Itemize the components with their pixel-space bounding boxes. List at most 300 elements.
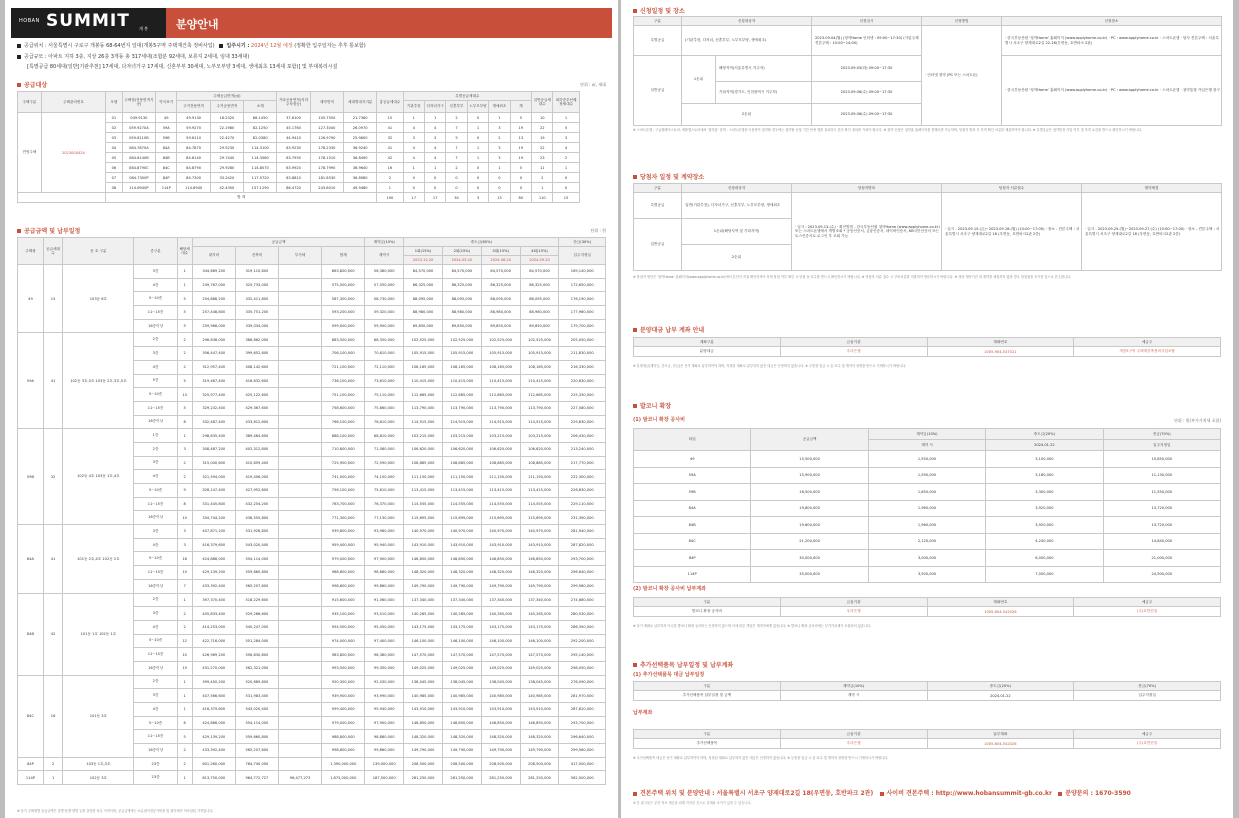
table-cell: 531,983,400 (235, 689, 278, 703)
table-cell: 13,720,000 (1103, 500, 1220, 517)
table-cell: 29.7440 (210, 153, 243, 163)
table-cell: 02 (106, 123, 123, 133)
price-table (17, 237, 606, 785)
table-cell: 299,580,000 (559, 744, 606, 758)
table-cell: 1 (177, 703, 192, 717)
table-cell: 2 (177, 360, 192, 374)
table-cell: 18.2320 (210, 113, 243, 123)
table-cell: 4층 (134, 703, 177, 717)
table-cell: 입주지정일 (1074, 691, 1221, 701)
table-cell: 10 (177, 511, 192, 525)
table-cell: 2 (446, 163, 467, 173)
balcony-table (633, 428, 1221, 583)
table-cell: 59.6110 (177, 133, 210, 143)
table-cell: 2023.09.06(수) 09:00~17:30 (812, 82, 922, 104)
table-cell: 226,830,000 (559, 484, 606, 498)
table-cell: 915,600,000 (322, 593, 365, 607)
table-cell: 110,415,000 (520, 374, 559, 388)
count-cell: 2 (43, 757, 62, 771)
table-cell: · 일시 - 2023.09.15.(금)~2023.09.18.(월) (10:00~17:00) · 장소 - 견본주택 : 서울특별시 서초구 양재대로2길 18 (우면동, 호반파크2관 2층) (942, 193, 1082, 271)
table-cell: 35,000,000 (751, 566, 868, 583)
table-cell: (주)호반건설 (1074, 607, 1221, 617)
table-cell: 4,240,000 (986, 533, 1103, 550)
table-cell: 4 (424, 143, 445, 153)
table-cell: 105.7550 (310, 113, 343, 123)
table-cell: 149,025,000 (481, 661, 520, 675)
table-cell: 4 (553, 143, 579, 153)
table-cell: 2층 (134, 333, 177, 347)
header-cell: 기관추천 (403, 101, 424, 113)
table-cell: 1 (177, 675, 192, 689)
table-cell: 106,620,000 (404, 442, 443, 456)
table-cell: 0 (446, 183, 467, 193)
table-cell: 11,130,000 (1103, 467, 1220, 484)
table-cell: 114,915,000 (442, 415, 481, 429)
table-cell: 112,665,000 (481, 388, 520, 402)
table-cell: 225,330,000 (559, 388, 606, 402)
header-cell: 동 호 구분 (63, 238, 134, 265)
table-cell: 113,415,000 (520, 484, 559, 498)
table-cell: 149,025,000 (520, 661, 559, 675)
table-cell (279, 634, 322, 648)
table-cell: 5 (177, 292, 192, 306)
table-cell: 5 (553, 123, 579, 133)
table-cell: 16층이상 (134, 511, 177, 525)
table-cell: 110 (532, 193, 553, 203)
table-cell: 108,885,000 (481, 456, 520, 470)
table-cell: 114P (634, 566, 751, 583)
table-cell: 298,050,000 (559, 661, 606, 675)
table-cell: 89,850,000 (481, 319, 520, 333)
dong-cell: 103동 1호,3호 (63, 757, 134, 771)
table-cell: 4 (403, 153, 424, 163)
dong-cell: 101동 3호 (63, 675, 134, 757)
table-cell: 5~10층 (134, 388, 177, 402)
dong-cell: 101동 2호,4호 102동 2호 (63, 525, 134, 593)
table-cell: 140,970,000 (520, 525, 559, 539)
table-cell: 84C (634, 533, 751, 550)
table-cell: 954,500,000 (322, 620, 365, 634)
bullet-icon (17, 55, 21, 59)
table-cell: 97,900,000 (365, 716, 404, 730)
table-cell: 1005-904-537021 (927, 347, 1074, 357)
table-cell: 138,045,000 (404, 675, 443, 689)
table-cell: 23 (532, 153, 553, 163)
table-cell: 1층 (134, 429, 177, 443)
table-cell: 114P (156, 183, 177, 193)
table-cell: 147,570,000 (442, 648, 481, 662)
header-cell: 주택공급면적(㎡) (177, 92, 277, 101)
table-cell: 157.1290 (244, 183, 277, 193)
header-cell: 주택구분 (18, 92, 42, 113)
table-cell: 148,320,000 (442, 566, 481, 580)
table-row (634, 550, 1221, 567)
table-cell: 68,810,000 (365, 429, 404, 443)
unit-label: 단위 : ㎡, 세대 (580, 82, 606, 87)
table-cell: 114.3580 (244, 153, 277, 163)
table-cell: 137,340,000 (442, 593, 481, 607)
table-cell: 15,500,000 (751, 451, 868, 468)
table-cell: 84,570,000 (404, 265, 443, 279)
table-cell: 17 (424, 193, 445, 203)
table-cell: 137,340,000 (404, 593, 443, 607)
header-cell: 계약시 (365, 247, 404, 265)
header-cell: 잔금(30%) (559, 238, 606, 247)
header-cell: 모델 (106, 92, 123, 113)
table-cell: 88,095,000 (520, 292, 559, 306)
table-cell: 5 (177, 319, 192, 333)
table-cell: 3 (489, 123, 510, 133)
table-cell (279, 278, 322, 292)
table-row (634, 500, 1221, 517)
table-cell: 44.9410 (277, 133, 310, 143)
balcony-sub-2: (2) 발코니 확장 공사비 납부계좌 (633, 586, 706, 592)
table-cell: 18 (177, 552, 192, 566)
dong-cell: 102동 4호 103동 1호,4호 (63, 429, 134, 525)
table-cell: 308,487,200 (192, 442, 235, 456)
header-cell: 부가세 (279, 247, 322, 265)
table-cell: 3층 (134, 525, 177, 539)
table-cell (279, 744, 322, 758)
table-cell: 0 (553, 183, 579, 193)
table-cell: 68,350,000 (365, 333, 404, 347)
table-cell: 84,570,000 (481, 265, 520, 279)
table-cell: 216,330,000 (559, 360, 606, 374)
table-cell: 138,045,000 (520, 675, 559, 689)
table-cell: 211,830,000 (559, 347, 606, 361)
table-cell: 0 (467, 133, 488, 143)
table-cell: 274,680,000 (559, 593, 606, 607)
table-cell: 63.9920 (277, 163, 310, 173)
table-cell: (기관추천, 다자녀, 신혼부부, 노부모부양, 생애최초) (682, 26, 812, 56)
table-cell: 114.8070 (244, 163, 277, 173)
table-cell: 11~15층 (134, 566, 177, 580)
table-cell: 146,100,000 (520, 634, 559, 648)
table-cell: 84,570,000 (520, 265, 559, 279)
table-cell: 5 (177, 730, 192, 744)
table-cell: 2 (446, 113, 467, 123)
table-cell: 1005-604-542026 (927, 739, 1074, 749)
table-cell: 19,600,000 (751, 517, 868, 534)
table-cell: 71,080,000 (365, 442, 404, 456)
table-cell: 771,300,000 (322, 511, 365, 525)
type-cell: 84P (18, 757, 44, 771)
table-cell: 213,240,000 (559, 442, 606, 456)
table-cell: 559,660,800 (235, 730, 278, 744)
table-cell: 1005-604-542026 (927, 607, 1074, 617)
table-cell: 4층 (134, 470, 177, 484)
table-cell: 2024.01.22 (927, 691, 1074, 701)
table-cell: 2순위 (682, 104, 812, 126)
table-cell: 556,830,800 (235, 648, 278, 662)
table-cell: 103,215,000 (520, 429, 559, 443)
table-cell: 06 (106, 163, 123, 173)
table-cell (279, 538, 322, 552)
table-row (18, 123, 606, 133)
table-cell: 7 (177, 579, 192, 593)
table-cell: 084.8790C (122, 163, 155, 173)
table-cell: 177,960,000 (559, 306, 606, 320)
header-cell: 합계 (322, 247, 365, 265)
header-cell: 구분 (634, 730, 781, 739)
table-cell: 426,969,200 (192, 648, 235, 662)
table-cell: 143,910,000 (481, 538, 520, 552)
table-cell: 2 (177, 607, 192, 621)
table-cell: 149,790,000 (520, 744, 559, 758)
table-cell: 148,320,000 (442, 730, 481, 744)
header-cell: 2024.03.20 (442, 256, 481, 265)
table-cell: 0 (489, 183, 510, 193)
header-cell: 세대별대지지분 (344, 92, 377, 113)
table-cell: 114,915,000 (404, 415, 443, 429)
table-cell: 983,800,000 (322, 648, 365, 662)
table-cell: 315,040,600 (192, 456, 235, 470)
table-cell (279, 306, 322, 320)
table-cell: 5 (510, 113, 531, 123)
header-cell: 당첨자발표 (792, 184, 942, 193)
table-cell: 554,114,000 (235, 552, 278, 566)
logo-sub: 개 봉 (139, 26, 148, 31)
header-cell: 계약금(10%) (780, 682, 927, 691)
table-cell: 88,095,000 (404, 292, 443, 306)
header-cell: 공급금액 (751, 429, 868, 451)
table-cell: 16,500,000 (751, 484, 868, 501)
table-cell: 19 (532, 133, 553, 143)
table-cell: 187,500,000 (365, 771, 404, 785)
table-cell: 3 (467, 193, 488, 203)
table-cell: 36.8980 (344, 173, 377, 183)
table-cell: 108,165,000 (520, 360, 559, 374)
table-cell: 59A (634, 467, 751, 484)
table-cell: 114,555,000 (481, 497, 520, 511)
table-cell: 988,800,000 (322, 730, 365, 744)
footer-note: ※ 본 광고물은 분양 정보 제공을 위해 작성된 것으로 실제와 차이가 있을 수 있습니다. (633, 801, 752, 805)
table-cell: 146,100,000 (442, 634, 481, 648)
table-cell: 03 (106, 133, 123, 143)
table-cell: 63.7930 (277, 153, 310, 163)
table-cell: 688,100,000 (322, 429, 365, 443)
info-line-1: 공급위치 : 서울특별시 구로구 개봉동 68-64번지 일대(개봉5구역 주택재건축 정비사업) 입주시기 : 2024년 12월 예정 (정확한 입주일자는 추후 통보함) (17, 43, 366, 50)
table-cell: 143,910,000 (442, 538, 481, 552)
table-cell: 140,265,000 (520, 607, 559, 621)
table-cell: 1 (553, 113, 579, 123)
table-cell: 140,265,000 (404, 607, 443, 621)
table-cell: 102,525,000 (520, 333, 559, 347)
table-cell: 99,860,000 (365, 744, 404, 758)
header-cell: 2회(15%) (442, 247, 481, 256)
table-row (18, 429, 606, 443)
table-cell: 575,500,000 (322, 278, 365, 292)
section-winner: 당첨자 일정 및 계약장소 (633, 172, 704, 181)
bullet-icon (219, 44, 223, 48)
table-row (634, 484, 1221, 501)
table-cell: 3 (489, 143, 510, 153)
table-row (18, 525, 606, 539)
header-cell: 신혼부부 (446, 101, 467, 113)
table-cell: 29.9280 (210, 163, 243, 173)
table-cell: · 한국부동산원 '청약Home' 홈페이지 (www.applyhome.co.kr) · PC : www.applyhome.co.kr · 스마트폰앱 · 청약통장 가입은행 창구 (1002, 56, 1222, 126)
table-cell: 280,530,000 (559, 607, 606, 621)
table-cell: 143,910,000 (481, 703, 520, 717)
table-cell: 683,500,000 (322, 333, 365, 347)
table-cell: 399,450,200 (192, 675, 235, 689)
table-cell: 084.7870A (122, 143, 155, 153)
table-cell: 30 (446, 193, 467, 203)
table-cell: 76,370,000 (365, 497, 404, 511)
table-cell: 208,500,000 (520, 757, 559, 771)
table-cell: 425,122,600 (235, 388, 278, 402)
table-cell: 2층 (134, 593, 177, 607)
table-cell: 329,232,400 (192, 401, 235, 415)
table-cell: 우리은행 (780, 347, 927, 357)
table-cell: 98,880,000 (365, 730, 404, 744)
table-cell: 3 (403, 133, 424, 143)
table-cell: 436,555,800 (235, 511, 278, 525)
table-cell: 0 (489, 173, 510, 183)
header-cell: 계 (510, 101, 531, 113)
table-cell: 208,500,000 (442, 757, 481, 771)
table-cell: 3층 (134, 689, 177, 703)
table-cell: 113,790,000 (442, 401, 481, 415)
table-cell: 554,114,000 (235, 716, 278, 730)
supply-target-table (17, 91, 606, 203)
table-cell: 59.9270 (177, 123, 210, 133)
type-cell: 59B (18, 429, 44, 525)
table-cell: 12 (177, 634, 192, 648)
table-cell: 5층 (134, 374, 177, 388)
table-cell: 13 (489, 193, 510, 203)
option-account-table (633, 729, 1221, 749)
bullet-icon (880, 792, 884, 796)
table-cell: 321,594,000 (192, 470, 235, 484)
table-cell: 419,406,000 (235, 470, 278, 484)
table-cell: 148,320,000 (404, 730, 443, 744)
table-row (634, 566, 1221, 583)
table-cell: 551,284,000 (235, 634, 278, 648)
table-cell (279, 689, 322, 703)
table-cell: 254,888,200 (192, 292, 235, 306)
table-cell: 115,695,000 (520, 511, 559, 525)
table-row (634, 517, 1221, 534)
table-cell: 7 (446, 123, 467, 133)
header-cell: 입주지정일 (559, 247, 606, 265)
table-cell: 115,695,000 (442, 511, 481, 525)
table-cell: 1 (403, 163, 424, 173)
table-cell (279, 552, 322, 566)
right-page (621, 0, 1233, 818)
table-row (634, 451, 1221, 468)
table-cell: 0 (424, 173, 445, 183)
table-cell: 22.1980 (210, 123, 243, 133)
table-cell: 103,215,000 (481, 429, 520, 443)
table-cell: 5~10층 (134, 552, 177, 566)
table-cell: 1 (489, 113, 510, 123)
table-cell: 433,392,400 (192, 579, 235, 593)
table-cell: 229,830,000 (559, 415, 606, 429)
table-cell: 335,751,200 (235, 306, 278, 320)
table-cell: 72,110,000 (365, 360, 404, 374)
table-cell: 565,207,600 (235, 744, 278, 758)
cyber-link[interactable]: 사이버 견본주택 : http://www.hobansummit-gb.co.kr (886, 790, 1052, 797)
table-row (18, 183, 606, 193)
table-cell: 88,980,000 (520, 306, 559, 320)
table-cell: 389,464,600 (235, 429, 278, 443)
table-cell: 0 (446, 173, 467, 183)
table-cell: 8 (177, 497, 192, 511)
table-cell: 6 (177, 716, 192, 730)
table-cell: 15,900,000 (751, 467, 868, 484)
table-cell: 296,640,000 (559, 730, 606, 744)
table-cell: 89,850,000 (520, 319, 559, 333)
header-cell: 2024.01.22 (986, 440, 1103, 451)
table-cell: 7 (446, 143, 467, 153)
table-cell (279, 456, 322, 470)
dong-cell: 101동 1호 102동 1호 (63, 593, 134, 675)
table-cell: 149,790,000 (442, 744, 481, 758)
winner-note: ※ 당첨자 명단은 '청약Home' 홈페이지(www.applyhome.co.kr)에서 본인이 직접 확인하셔야 하며 당첨 여부 확인 시 당첨 동·호수를 반드시 확인하시기 바랍니다. ※ 당첨자 서류 접수 시 구비서류를 지참하여 방문하시기 바랍니다. ※ 정당 계약기간 내 계약을 체결하지 않을 경우 당첨권을 포기한 것으로 간주합니다. (633, 275, 1072, 279)
table-cell: 2층 (134, 675, 177, 689)
table-cell: 2 (177, 744, 192, 758)
table-row (18, 173, 606, 183)
table-cell: 979,000,000 (322, 552, 365, 566)
table-cell: 281,250,000 (404, 771, 443, 785)
table-cell: 758,600,000 (322, 401, 365, 415)
table-cell: 91,560,000 (365, 593, 404, 607)
table-cell: 2 (553, 153, 579, 163)
table-cell: 1 (467, 123, 488, 133)
header-cell: 금융기관 (780, 730, 927, 739)
table-cell: 114.3100 (244, 143, 277, 153)
table-cell: 115,695,000 (481, 511, 520, 525)
table-cell: 974,000,000 (322, 634, 365, 648)
table-cell: 0 (424, 183, 445, 193)
header-cell: 신청대상자 (682, 184, 792, 193)
table-cell: 149,790,000 (404, 744, 443, 758)
table-cell: 4층 (134, 360, 177, 374)
table-cell: 208,500,000 (481, 757, 520, 771)
table-cell: 108,165,000 (442, 360, 481, 374)
table-cell: 25.9600 (344, 133, 377, 143)
table-cell: 1 (467, 143, 488, 153)
table-cell: 432,254,200 (235, 497, 278, 511)
table-cell: 15 (553, 193, 579, 203)
table-cell: 105,915,000 (442, 347, 481, 361)
table-cell: 756,100,000 (322, 484, 365, 498)
table-cell: 특별공급 (634, 26, 682, 56)
table-cell: 1 (553, 163, 579, 173)
table-cell: 325,977,400 (192, 388, 235, 402)
balcony-note: ※ 상기 계좌로 납부하지 아니한 발코니 확장 공사비는 인정하지 않으며 이에 따른 책임은 계약자에게 있습니다. ※ 발코니 확장 공사비에는 부가가치세가 포함되어 있습니다. (633, 624, 872, 628)
table-cell: 140,970,000 (481, 525, 520, 539)
table-cell: 140,970,000 (442, 525, 481, 539)
table-cell: 59,320,000 (365, 306, 404, 320)
table-cell: 0 (553, 173, 579, 183)
table-cell: 169,140,000 (559, 265, 606, 279)
table-cell (279, 265, 322, 279)
header-cell: 계약 시 (868, 440, 985, 451)
option-sub-2: 납부계좌 (633, 710, 653, 716)
table-cell: 147,570,000 (404, 648, 443, 662)
table-row (18, 771, 606, 785)
table-cell: 143,175,000 (520, 620, 559, 634)
table-cell: 84P (156, 173, 177, 183)
table-cell: 140,985,000 (404, 689, 443, 703)
table-cell: 88,095,000 (481, 292, 520, 306)
table-cell: 05 (106, 153, 123, 163)
table-cell: 281,970,000 (559, 689, 606, 703)
header-cell: 신청일시 (812, 17, 922, 26)
table-cell: 86,325,000 (442, 278, 481, 292)
